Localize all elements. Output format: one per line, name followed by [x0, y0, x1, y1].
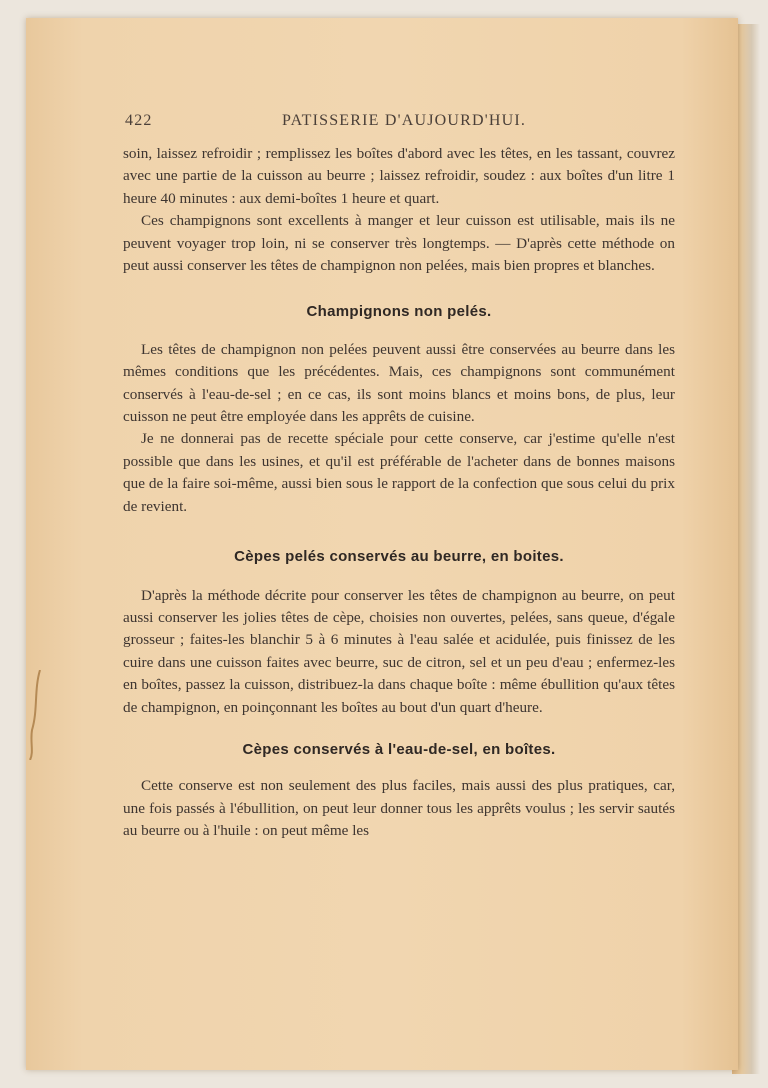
paragraph-4: Je ne donnerai pas de recette spéciale pour cette conserve, car j'estime qu'elle n'est possible que dans les usines, et qu'il est préférable de l'acheter dans de bonnes maisons que de la faire soi-même, aussi bien sous le rapport de la confection que sous celui du prix de revient.: [123, 430, 675, 515]
page-number: 422: [125, 112, 153, 129]
paragraph-3: Les têtes de champignon non pelées peuvent aussi être conservées au beurre dans les mêmes conditions que les précédentes. Mais, ces champignons sont communément conservés à l'eau-de-sel ; en ce cas, ils sont moins blancs et moins bons, de plus, leur cuisson ne peut être employée dans les apprêts de cuisine.: [123, 340, 675, 426]
heading-cepes-eau-de-sel: Cèpes conservés à l'eau-de-sel, en boîtes.: [242, 740, 556, 758]
page-header: [125, 112, 685, 138]
page-tear-mark: [26, 670, 48, 760]
heading-cepes-peles: Cèpes pelés conservés au beurre, en boites.: [234, 548, 564, 566]
paragraph-1: soin, laissez refroidir ; remplissez les boîtes d'abord avec les têtes, en les tassant, couvrez avec une partie de la cuisson au beurre ; laissez refroidir, soudez : aux boîtes d'un litre 1 heure 40 minutes : aux demi-boîtes 1 heure et quart.: [123, 145, 675, 207]
paragraph-6: Cette conserve est non seulement des plus faciles, mais aussi des plus pratiques, car, une fois passés à l'ébullition, on peut leur donner tous les apprêts voulus ; les servir sautés au beurre ou à l'huile : on peut même les: [123, 777, 675, 840]
running-title: PATISSERIE D'AUJOURD'HUI.: [282, 112, 527, 129]
heading-champignons-non-peles: Champignons non pelés.: [306, 303, 492, 321]
page-body: [123, 143, 675, 843]
paragraph-5: D'après la méthode décrite pour conserver les têtes de champignon au beurre, on peut aussi conserver les jolies têtes de cèpe, choisies non ouvertes, pelées, sans queue, d'égale grosseur ; faites-les blanchir 5 à 6 minutes à l'eau salée et acidulée, puis finissez de les cuire dans une cuisson faites avec beurre, suc de citron, sel et un peu d'eau ; enfermez-les en boîtes, passez la cuisson, distribuez-la dans chaque boîte : même ébullition qu'aux têtes de champignon, en poinçonnant les boîtes au bout d'un quart d'heure.: [123, 586, 675, 716]
paragraph-2: Ces champignons sont excellents à manger et leur cuisson est utilisable, mais ils ne peuvent voyager trop loin, ni se conserver très longtemps. — D'après cette méthode on peut aussi conserver les têtes de champignon non pelées, mais bien propres et blanches.: [123, 212, 675, 275]
